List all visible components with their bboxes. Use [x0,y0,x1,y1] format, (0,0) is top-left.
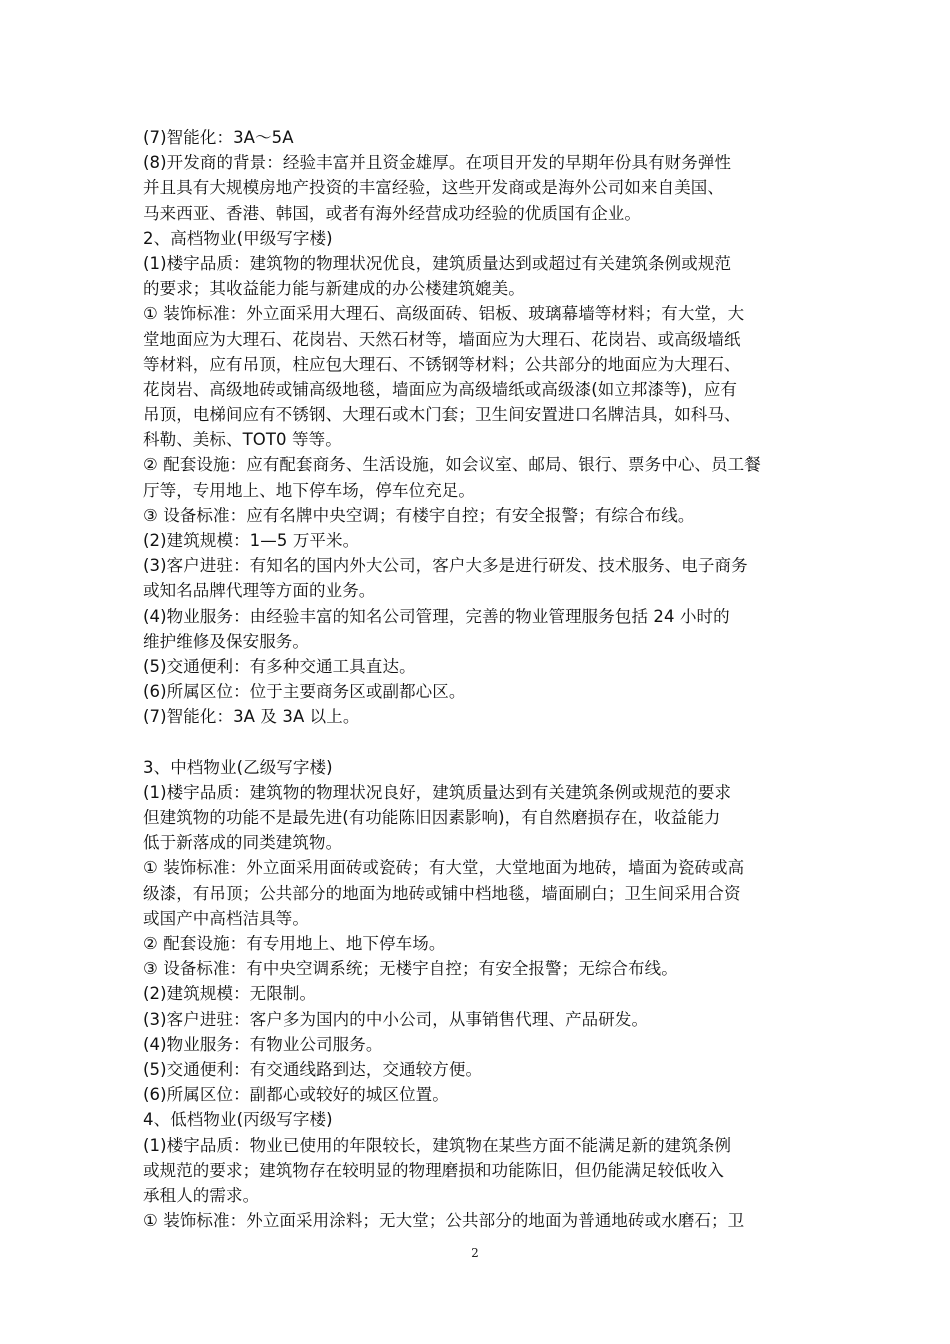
text-line: (1)楼宇品质：建筑物的物理状况良好，建筑质量达到有关建筑条例或规范的要求 [143,782,732,802]
blank-line [143,730,813,755]
text-line: 级漆，有吊顶；公共部分的地面为地砖或铺中档地毯，墙面刷白；卫生间采用合资 [143,883,741,903]
text-line: (6)所属区位：副都心或较好的城区位置。 [143,1085,449,1105]
text-line: (7)智能化：3A 及 3A 以上。 [143,707,360,727]
text-line: (4)物业服务：有物业公司服务。 [143,1034,383,1054]
text-line: (4)物业服务：由经验丰富的知名公司管理，完善的物业管理服务包括 24 小时的 [143,606,730,626]
text-line: 低于新落成的同类建筑物。 [143,833,343,853]
text-line: 花岗岩、高级地砖或铺高级地毯，墙面应为高级墙纸或高级漆(如立邦漆等)，应有 [143,379,738,399]
section-heading: 2、高档物业(甲级写字楼) [143,228,333,248]
text-line: (3)客户进驻：有知名的国内外大公司，客户大多是进行研发、技术服务、电子商务 [143,556,748,576]
text-line: (5)交通便利：有交通线路到达，交通较方便。 [143,1059,483,1079]
text-line: ② 配套设施：有专用地上、地下停车场。 [143,934,446,953]
document-body [143,125,813,1233]
text-line: (6)所属区位：位于主要商务区或副都心区。 [143,682,466,702]
text-line: ③ 设备标准：应有名牌中央空调；有楼宇自控；有安全报警；有综合布线。 [143,505,695,525]
text-line: (8)开发商的背景：经验丰富并且资金雄厚。在项目开发的早期年份具有财务弹性 [143,153,732,173]
text-line: ① 装饰标准：外立面采用大理石、高级面砖、铝板、玻璃幕墙等材料；有大堂，大 [143,304,745,324]
text-line: 厅等，专用地上、地下停车场，停车位充足。 [143,480,475,500]
text-line: 或知名品牌代理等方面的业务。 [143,581,376,601]
text-line: 承租人的需求。 [143,1185,260,1205]
page-number: 2 [471,1246,479,1260]
text-line: (2)建筑规模：1—5 万平米。 [143,531,360,550]
text-line: (1)楼宇品质：物业已使用的年限较长，建筑物在某些方面不能满足新的建筑条例 [143,1135,732,1155]
text-line: ① 装饰标准：外立面采用涂料；无大堂；公共部分的地面为普通地砖或水磨石；卫 [143,1211,745,1231]
text-line: (5)交通便利：有多种交通工具直达。 [143,656,416,676]
text-line: 并且具有大规模房地产投资的丰富经验，这些开发商或是海外公司如来自美国、 [143,178,724,198]
text-line: 堂地面应为大理石、花岗岩、天然石材等，墙面应为大理石、花岗岩、或高级墙纸 [143,329,741,349]
text-line: 的要求；其收益能力能与新建成的办公楼建筑媲美。 [143,279,525,299]
text-line: ③ 设备标准：有中央空调系统；无楼宇自控；有安全报警；无综合布线。 [143,959,678,979]
text-line: 或规范的要求；建筑物存在较明显的物理磨损和功能陈旧，但仍能满足较低收入 [143,1160,724,1180]
text-line: 马来西亚、香港、韩国，或者有海外经营成功经验的优质国有企业。 [143,203,641,223]
text-line: (1)楼宇品质：建筑物的物理状况优良，建筑质量达到或超过有关建筑条例或规范 [143,253,732,273]
text-line: 科勒、美标、TOT0 等等。 [143,430,342,450]
text-line: 吊顶，电梯间应有不锈钢、大理石或木门套；卫生间安置进口名牌洁具，如科马、 [143,405,741,425]
text-line: ② 配套设施：应有配套商务、生活设施，如会议室、邮局、银行、票务中心、员工餐 [143,455,761,475]
text-line: 或国产中高档洁具等。 [143,908,309,928]
text-line: 等材料，应有吊顶，柱应包大理石、不锈钢等材料；公共部分的地面应为大理石、 [143,354,741,374]
section-heading: 4、低档物业(丙级写字楼) [143,1110,333,1130]
text-line: 维护维修及保安服务。 [143,631,309,651]
section-heading: 3、中档物业(乙级写字楼) [143,757,333,777]
text-line: ① 装饰标准：外立面采用面砖或瓷砖；有大堂，大堂地面为地砖，墙面为瓷砖或高 [143,858,745,878]
text-line: 但建筑物的功能不是最先进(有功能陈旧因素影响)，有自然磨损存在，收益能力 [143,808,721,828]
text-line: (7)智能化：3A～5A [143,128,294,147]
text-line: (3)客户进驻：客户多为国内的中小公司，从事销售代理、产品研发。 [143,1009,649,1029]
text-line: (2)建筑规模：无限制。 [143,984,317,1004]
